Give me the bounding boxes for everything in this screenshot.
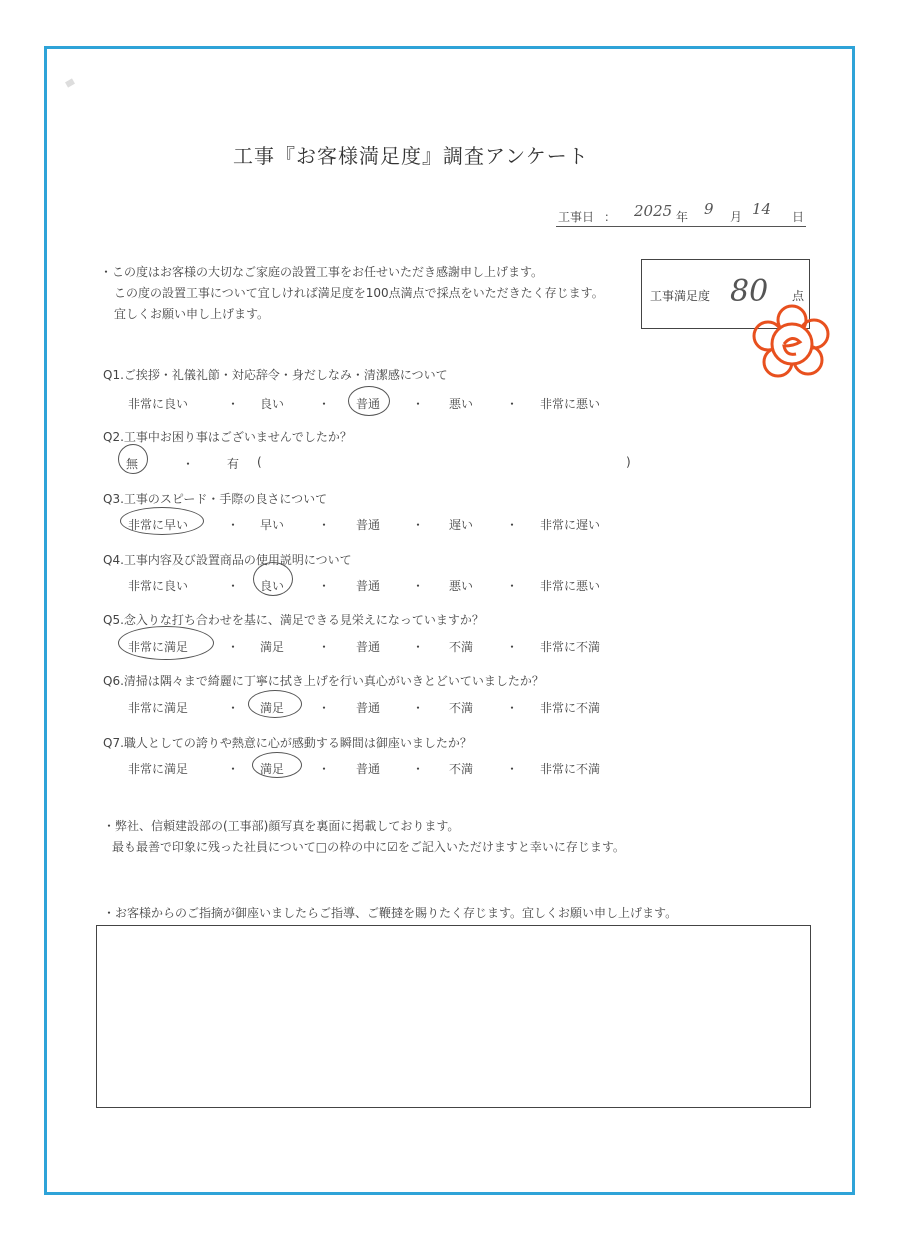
- q3-selection-circle: [120, 507, 204, 535]
- q1-option-very-bad[interactable]: 非常に悪い: [540, 397, 601, 411]
- q3-sep-3: ・: [412, 518, 425, 532]
- q3-option-slow[interactable]: 遅い: [449, 518, 474, 532]
- question-6-text: Q6.清掃は隅々まで綺麗に丁寧に拭き上げを行い真心がいきとどいていましたか？: [103, 674, 544, 688]
- q1-option-very-good[interactable]: 非常に良い: [128, 397, 189, 411]
- q7-sep-1: ・: [227, 762, 240, 776]
- score-unit: 点: [792, 289, 805, 303]
- q3-option-normal[interactable]: 普通: [356, 518, 381, 532]
- q4-sep-2: ・: [318, 579, 331, 593]
- question-4-text: Q4.工事内容及び設置商品の使用説明について: [103, 553, 352, 567]
- q2-option-yes[interactable]: 有: [227, 457, 240, 471]
- q4-option-very-good[interactable]: 非常に良い: [128, 579, 189, 593]
- score-label: 工事満足度: [650, 289, 711, 303]
- q5-option-dissatisfied[interactable]: 不満: [449, 640, 474, 654]
- q4-option-very-bad[interactable]: 非常に悪い: [540, 579, 601, 593]
- q5-selection-circle: [118, 626, 214, 660]
- page-title: 工事『お客様満足度』調査アンケート: [233, 144, 589, 168]
- q1-sep-1: ・: [227, 397, 240, 411]
- q6-sep-4: ・: [506, 701, 519, 715]
- q1-option-normal[interactable]: 普通: [356, 397, 381, 411]
- q7-option-very-dissatisfied[interactable]: 非常に不満: [540, 762, 601, 776]
- q3-option-very-slow[interactable]: 非常に遅い: [540, 518, 601, 532]
- date-colon: ：: [604, 210, 617, 224]
- q5-option-satisfied[interactable]: 満足: [260, 640, 285, 654]
- question-3-text: Q3.工事のスピード・手際の良さについて: [103, 492, 328, 506]
- intro-line-2: この度の設置工事について宜しければ満足度を100点満点で採点をいただきたく存じます。: [114, 286, 604, 300]
- q7-option-satisfied[interactable]: 満足: [260, 762, 285, 776]
- question-2-text: Q2.工事中お困り事はございませんでしたか？: [103, 430, 352, 444]
- q4-sep-1: ・: [227, 579, 240, 593]
- q4-sep-3: ・: [412, 579, 425, 593]
- question-7-text: Q7.職人としての誇りや熱意に心が感動する瞬間は御座いましたか？: [103, 736, 472, 750]
- q4-option-good[interactable]: 良い: [260, 579, 285, 593]
- q2-paren-open: (: [257, 455, 262, 469]
- q4-option-bad[interactable]: 悪い: [449, 579, 474, 593]
- q1-selection-circle: [348, 386, 390, 416]
- date-year-value[interactable]: 2025: [634, 202, 673, 220]
- q7-sep-2: ・: [318, 762, 331, 776]
- date-day-unit: 日: [792, 210, 805, 224]
- q4-selection-circle: [253, 562, 293, 596]
- q1-option-bad[interactable]: 悪い: [449, 397, 474, 411]
- score-value[interactable]: 80: [730, 274, 769, 309]
- q6-option-dissatisfied[interactable]: 不満: [449, 701, 474, 715]
- q3-option-fast[interactable]: 早い: [260, 518, 285, 532]
- comment-prompt: ・お客様からのご指摘が御座いましたらご指導、ご鞭撻を賜りたく存じます。宜しくお願い申し上げます。: [103, 906, 678, 920]
- q5-sep-3: ・: [412, 640, 425, 654]
- q2-selection-circle: [118, 444, 148, 474]
- q1-sep-2: ・: [318, 397, 331, 411]
- q5-sep-1: ・: [227, 640, 240, 654]
- q5-option-very-satisfied[interactable]: 非常に満足: [128, 640, 189, 654]
- date-year-unit: 年: [676, 210, 689, 224]
- q6-option-very-dissatisfied[interactable]: 非常に不満: [540, 701, 601, 715]
- q2-option-none[interactable]: 無: [126, 457, 139, 471]
- q4-sep-4: ・: [506, 579, 519, 593]
- q3-option-very-fast[interactable]: 非常に早い: [128, 518, 189, 532]
- q6-sep-2: ・: [318, 701, 331, 715]
- q6-option-normal[interactable]: 普通: [356, 701, 381, 715]
- work-date: [556, 200, 806, 227]
- q1-sep-4: ・: [506, 397, 519, 411]
- q2-detail-field[interactable]: [268, 452, 618, 472]
- flower-stamp-icon: [748, 300, 836, 384]
- q3-sep-4: ・: [506, 518, 519, 532]
- staff-note-line-1: ・弊社、信頼建設部の(工事部)顔写真を裏面に掲載しております。: [103, 819, 460, 833]
- date-month-value[interactable]: 9: [704, 200, 714, 218]
- q7-option-normal[interactable]: 普通: [356, 762, 381, 776]
- q4-option-normal[interactable]: 普通: [356, 579, 381, 593]
- q3-sep-2: ・: [318, 518, 331, 532]
- date-day-value[interactable]: 14: [752, 200, 772, 218]
- q1-option-good[interactable]: 良い: [260, 397, 285, 411]
- q7-sep-3: ・: [412, 762, 425, 776]
- q6-selection-circle: [248, 690, 302, 718]
- date-month-unit: 月: [730, 210, 743, 224]
- q5-option-very-dissatisfied[interactable]: 非常に不満: [540, 640, 601, 654]
- q7-option-very-satisfied[interactable]: 非常に満足: [128, 762, 189, 776]
- q1-sep-3: ・: [412, 397, 425, 411]
- question-1-text: Q1.ご挨拶・礼儀礼節・対応辞令・身だしなみ・清潔感について: [103, 368, 448, 382]
- q6-option-satisfied[interactable]: 満足: [260, 701, 285, 715]
- q6-sep-3: ・: [412, 701, 425, 715]
- staff-note-line-2: 最も最善で印象に残った社員について□の枠の中に☑をご記入いただけますと幸いに存じます。: [112, 840, 625, 854]
- q5-sep-2: ・: [318, 640, 331, 654]
- q2-paren-close: ): [626, 455, 631, 469]
- question-5-text: Q5.念入りな打ち合わせを基に、満足できる見栄えになっていますか？: [103, 613, 484, 627]
- intro-line-3: 宜しくお願い申し上げます。: [114, 307, 270, 321]
- q5-option-normal[interactable]: 普通: [356, 640, 381, 654]
- date-label: 工事日: [558, 210, 595, 224]
- q7-sep-4: ・: [506, 762, 519, 776]
- q2-sep-1: ・: [182, 457, 195, 471]
- q6-sep-1: ・: [227, 701, 240, 715]
- q7-option-dissatisfied[interactable]: 不満: [449, 762, 474, 776]
- comment-textarea[interactable]: [96, 925, 811, 1108]
- q6-option-very-satisfied[interactable]: 非常に満足: [128, 701, 189, 715]
- q7-selection-circle: [252, 752, 302, 778]
- q3-sep-1: ・: [227, 518, 240, 532]
- q5-sep-4: ・: [506, 640, 519, 654]
- intro-line-1: ・この度はお客様の大切なご家庭の設置工事をお任せいただき感謝申し上げます。: [100, 265, 544, 279]
